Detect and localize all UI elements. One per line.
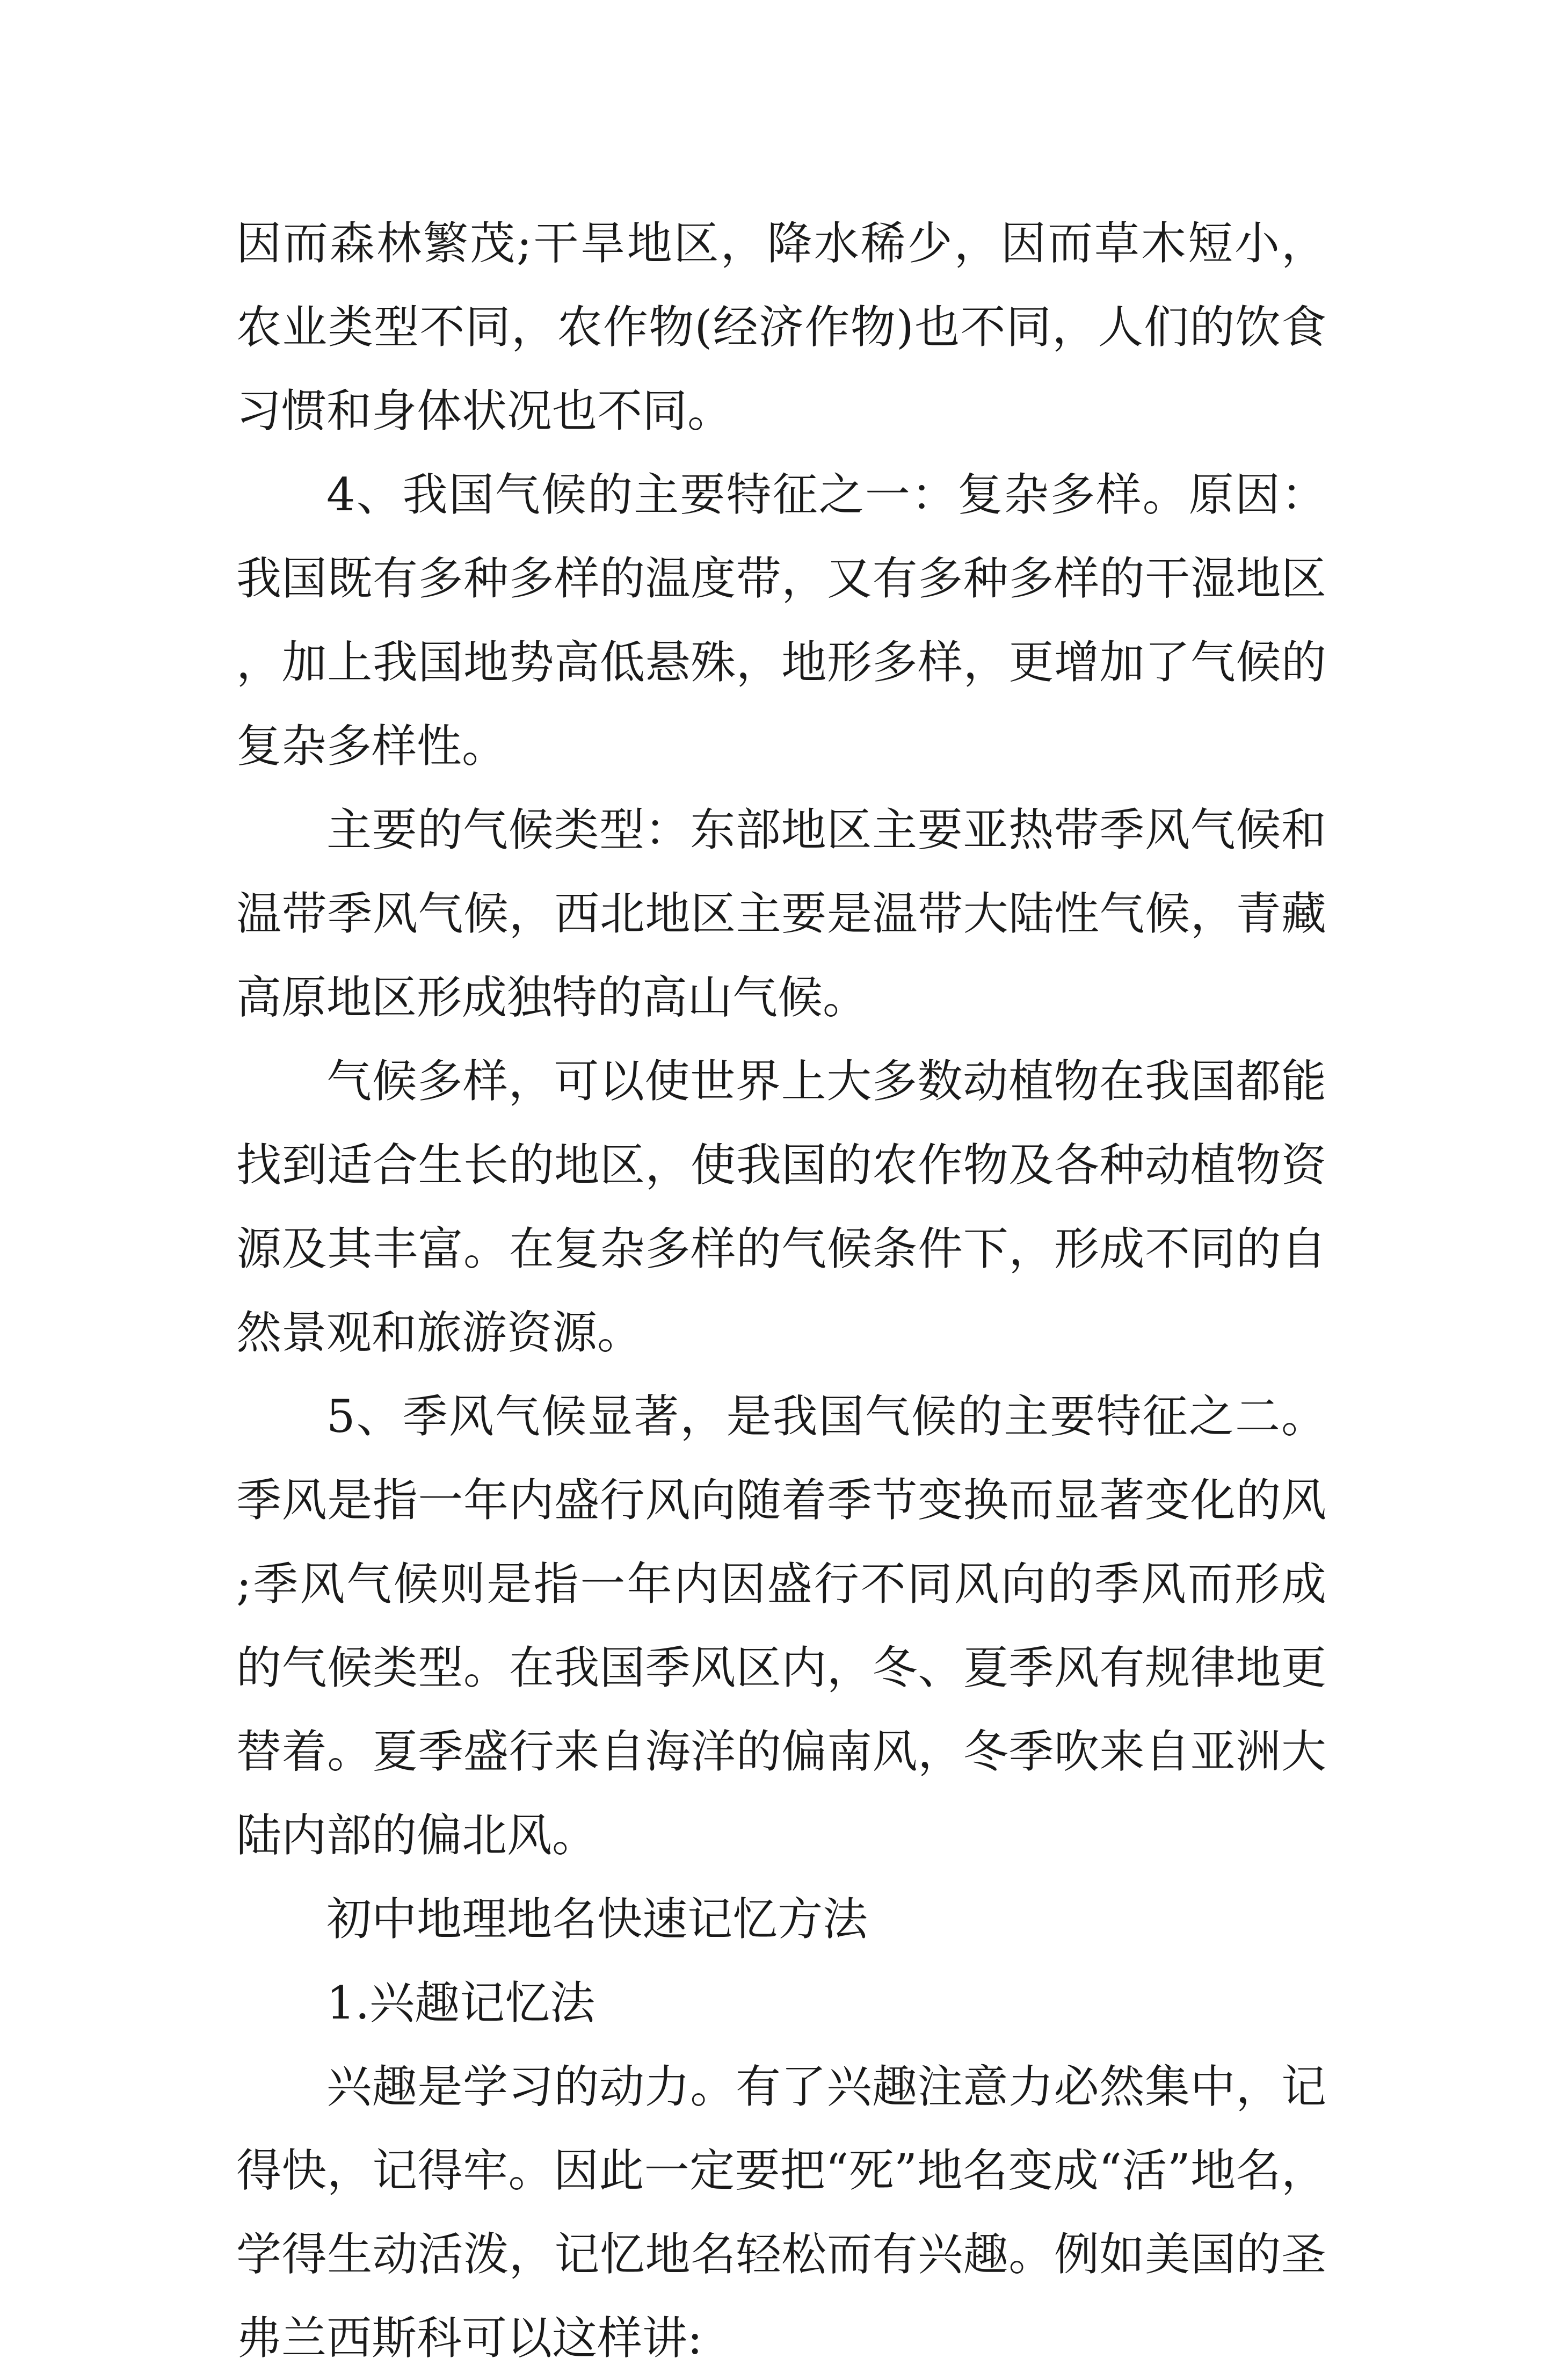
paragraph-forest-agriculture: 因而森林繁茂;干旱地区，降水稀少，因而草木短小，农业类型不同，农作物(经济作物)也不同，人们的饮食习惯和身体状况也不同。 — [236, 217, 1326, 437]
paragraph-climate-feature-one: 4、我国气候的主要特征之一：复杂多样。原因：我国既有多种多样的温度带，又有多种多样的干湿地区，加上我国地势高低悬殊，地形多样，更增加了气候的复杂多样性。 — [236, 468, 1326, 772]
subheading-interest-memory: 1.兴趣记忆法 — [326, 1977, 596, 2029]
paragraph-monsoon-feature-two: 5、季风气候显著，是我国气候的主要特征之二。季风是指一年内盛行风向随着季节变换而显著变化的风;季风气候则是指一年内因盛行不同风向的季风而形成的气候类型。在我国季风区内，冬、夏季风有规律地更替着。夏季盛行来自海洋的偏南风，冬季吹来自亚洲大陆内部的偏北风。 — [236, 1390, 1326, 1862]
paragraph-climate-diversity: 气候多样，可以使世界上大多数动植物在我国都能找到适合生长的地区，使我国的农作物及各种动植物资源及其丰富。在复杂多样的气候条件下，形成不同的自然景观和旅游资源。 — [236, 1055, 1326, 1359]
section-heading-place-name-memory: 初中地理地名快速记忆方法 — [326, 1893, 868, 1945]
paragraph-interest-memory: 兴趣是学习的动力。有了兴趣注意力必然集中，记得快，记得牢。因此一定要把“死”地名变成“活”地名，学得生动活泼，记忆地名轻松而有兴趣。例如美国的圣弗兰西斯科可以这样讲: — [236, 2060, 1326, 2364]
document-body — [236, 201, 1326, 2380]
paragraph-climate-types: 主要的气候类型：东部地区主要亚热带季风气候和温带季风气候，西北地区主要是温带大陆性气候，青藏高原地区形成独特的高山气候。 — [236, 804, 1326, 1024]
